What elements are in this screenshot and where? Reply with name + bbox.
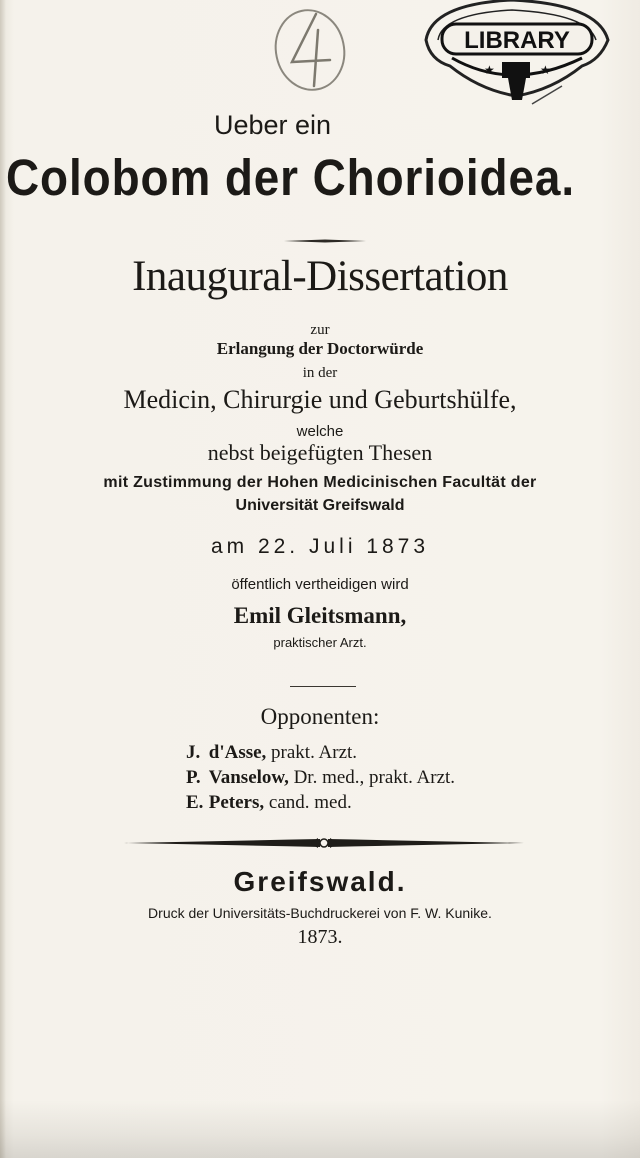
- opponent-initial: J.: [186, 742, 201, 763]
- text-welche: welche: [296, 423, 344, 440]
- opponent-surname: Peters,: [208, 792, 265, 813]
- opponent-detail: Dr. med., prakt. Arzt.: [288, 767, 456, 788]
- text-nebst-thesen: nebst beigefügten Thesen: [207, 440, 433, 465]
- printer-line: Druck der Universitäts-Buchdruckerei von F. W. Kunike.: [148, 905, 492, 921]
- opponent-surname: Vanselow,: [208, 767, 289, 788]
- defense-date: am 22. Juli 1873: [210, 535, 430, 558]
- text-zur: zur: [310, 322, 330, 338]
- svg-text:★: ★: [484, 63, 495, 77]
- imprint-city: Greifswald.: [233, 866, 407, 897]
- dissertation-heading: Inaugural-Dissertation: [132, 253, 508, 300]
- author-role: praktischer Arzt.: [273, 635, 367, 650]
- opponent-entry: [186, 740, 455, 765]
- faculty-fields: Medicin, Chirurgie und Geburtshülfe,: [123, 385, 517, 414]
- opponent-initial: E.: [186, 792, 204, 813]
- opponent-detail: cand. med.: [264, 792, 352, 813]
- opponent-entry: [186, 765, 455, 790]
- opponent-detail: prakt. Arzt.: [266, 742, 358, 763]
- author-name: Emil Gleitsmann,: [233, 603, 407, 628]
- opponents-list: [186, 740, 455, 815]
- university-name: Universität Greifswald: [235, 497, 405, 514]
- svg-text:★: ★: [540, 63, 551, 77]
- library-stamp-logo: [412, 0, 618, 110]
- library-stamp-text: LIBRARY: [464, 27, 570, 54]
- opponent-initial: P.: [186, 767, 201, 788]
- opponent-entry: [186, 790, 455, 815]
- large-divider-ornament: [124, 836, 524, 850]
- title-prefix: Ueber ein: [214, 110, 332, 140]
- text-in-der: in der: [302, 365, 338, 381]
- small-divider-ornament: [284, 239, 366, 243]
- opponent-surname: d'Asse,: [208, 742, 267, 763]
- text-erlangung: Erlangung der Doctorwürde: [216, 339, 424, 358]
- opponents-heading: Opponenten:: [260, 704, 380, 729]
- short-rule-divider: [290, 686, 356, 687]
- handwritten-number-mark: [268, 0, 352, 94]
- main-title: Colobom der Chorioidea.: [6, 149, 575, 206]
- imprint-year: 1873.: [297, 926, 343, 948]
- text-vertheidigen: öffentlich vertheidigen wird: [231, 576, 409, 593]
- text-zustimmung: mit Zustimmung der Hohen Medicinischen Facultät der: [103, 474, 537, 491]
- page-bottom-smudge: [0, 1100, 640, 1158]
